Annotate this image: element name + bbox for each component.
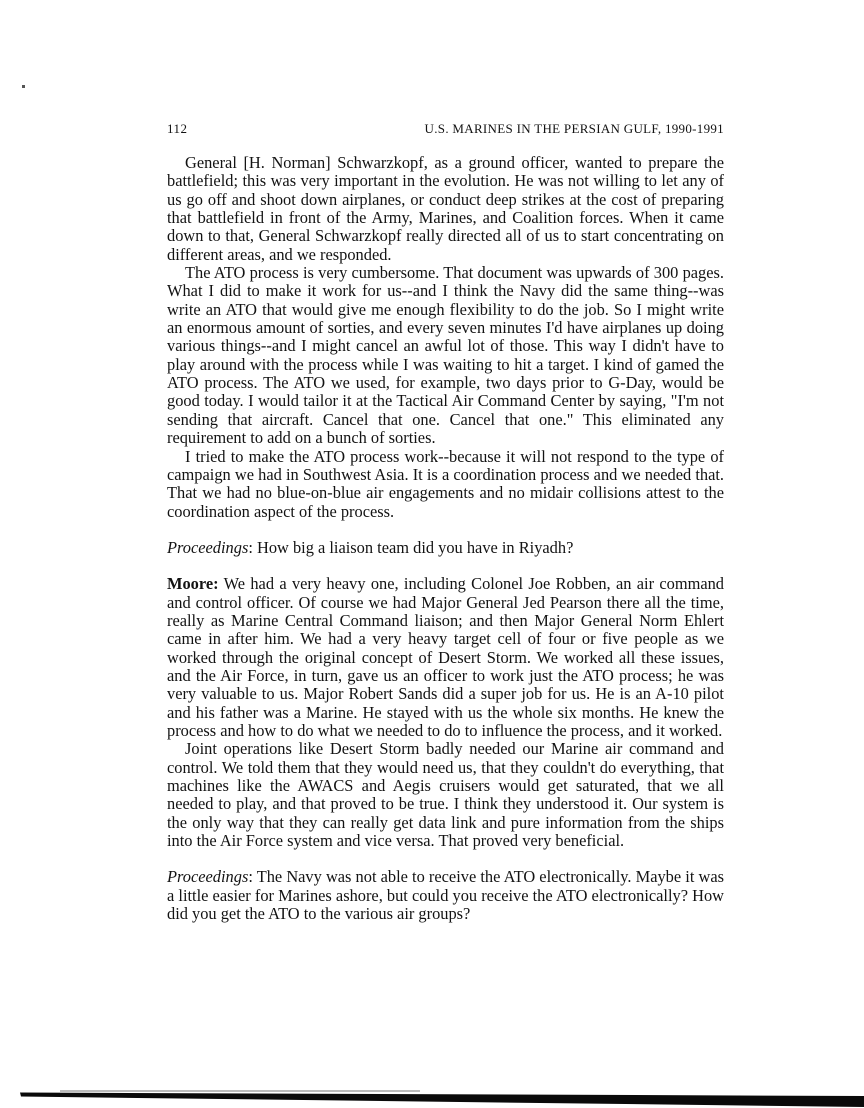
running-title: U.S. MARINES IN THE PERSIAN GULF, 1990-1991 (424, 121, 724, 136)
answer-paragraph: General [H. Norman] Schwarzkopf, as a ground officer, wanted to prepare the battlefield; this was very important in the evolution. He was not willing to let any of us go off and shoot down airplanes, or conduct deep strikes at the cost of preparing that battlefield in front of the Army, Marines, and Coalition forces. When it came down to that, General Schwarzkopf really directed all of us to start concentrating on different areas, and we responded. (167, 153, 724, 264)
answer-paragraph: Moore: We had a very heavy one, including Colonel Joe Robben, an air command and control officer. Of course we had Major General Jed Pearson there all the time, really as Marine Central Command liaison; and then Major General Norm Ehlert came in after him. We had a very heavy target cell of four or five people as we worked through the original concept of Desert Storm. We worked all these issues, and the Air Force, in turn, gave us an officer to work just the ATO process; he was very valuable to us. Major Robert Sands did a super job for us. He is an A-10 pilot and his father was a Marine. He stayed with us the whole six months. He knew the process and how to do what we needed to do to influence the process, and it worked. (167, 574, 724, 740)
scan-speck-artifact (22, 85, 25, 88)
question-paragraph: Proceedings: The Navy was not able to receive the ATO electronically. Maybe it was a little easier for Marines ashore, but could you receive the ATO electronically? How did you get the ATO to the various air groups? (167, 867, 724, 924)
page-header (167, 121, 724, 137)
page-number: 112 (167, 121, 188, 136)
answer-paragraph: Joint operations like Desert Storm badly needed our Marine air command and control. We told them that they would need us, that they couldn't do everything, that machines like the AWACS and Aegis cruisers would get saturated, that we all needed to play, and that proved to be true. I think they understood it. Our system is the only way that they can really get data link and pure information from the ships into the Air Force system and vice versa. That proved very beneficial. (167, 739, 724, 851)
speaker-label: Moore: (167, 574, 219, 594)
speaker-label: Proceedings (167, 537, 249, 557)
answer-paragraph: I tried to make the ATO process work--because it will not respond to the type of campaign we had in Southwest Asia. It is a coordination process and we needed that. That we had no blue-on-blue air engagements and no midair collisions attest to the coordination aspect of the process. (167, 446, 724, 521)
question-paragraph: Proceedings: How big a liaison team did you have in Riyadh? (167, 537, 574, 557)
document-body (167, 154, 724, 941)
speaker-label: Proceedings (167, 867, 249, 887)
answer-paragraph: The ATO process is very cumbersome. That document was upwards of 300 pages. What I did to make it work for us--and I think the Navy did the same thing--was write an ATO that would give me enough flexibility to do the job. So I might write an enormous amount of sorties, and every seven minutes I'd have airplanes up doing various things--and I might cancel an awful lot of those. This way I didn't have to play around with the process while I was waiting to hit a target. I kind of gamed the ATO process. The ATO we used, for example, two days prior to G-Day, would be good today. I would tailor it at the Tactical Air Command Center by saying, "I'm not sending that aircraft. Cancel that one. Cancel that one." This eliminated any requirement to add on a bunch of sorties. (167, 263, 724, 448)
